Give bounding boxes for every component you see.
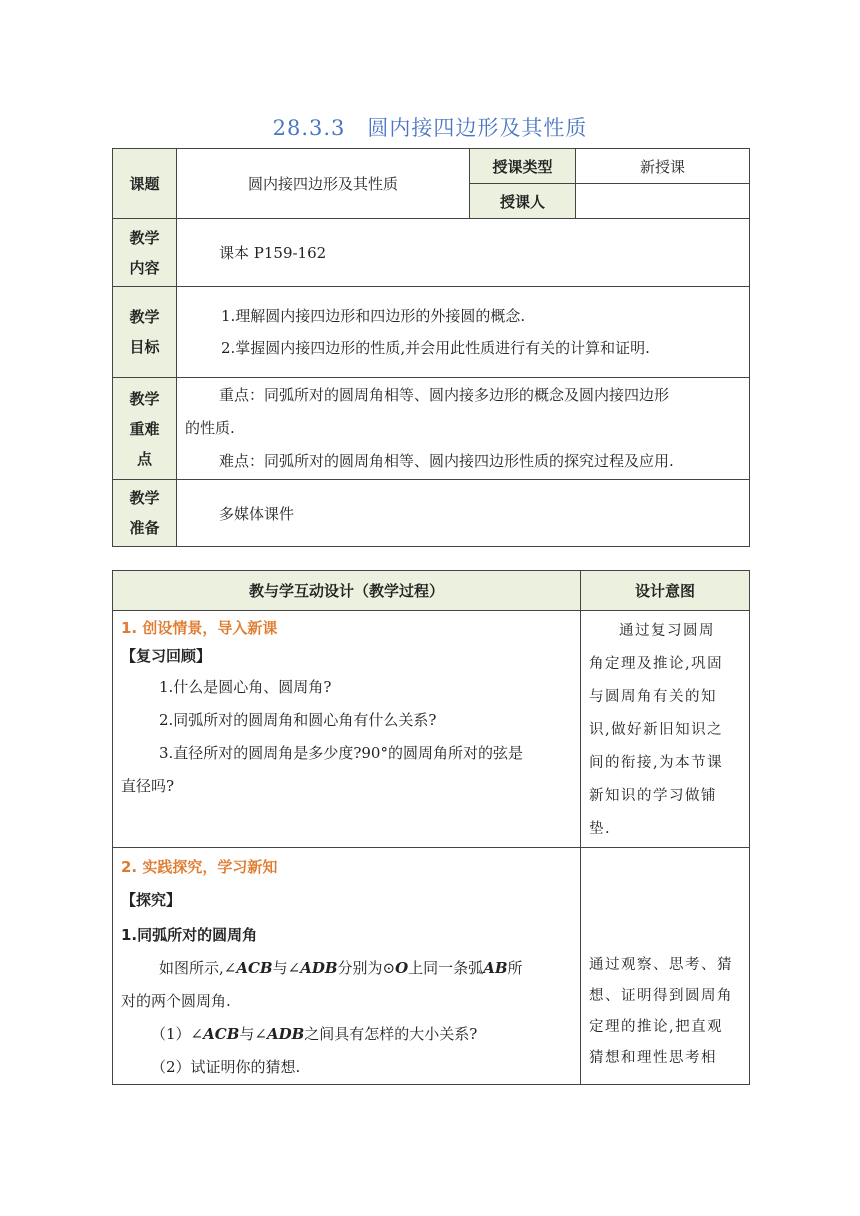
section-2-purpose: 通过观察、思考、猜 想、证明得到圆周角 定理的推论,把直观 猜想和理性思考相 bbox=[581, 848, 750, 1085]
review-question: 1.什么是圆心角、圆周角? bbox=[159, 678, 332, 696]
explore-question: （2）试证明你的猜想. bbox=[151, 1058, 301, 1076]
content-label: 教学 内容 bbox=[113, 219, 177, 287]
section-1-content bbox=[113, 611, 581, 848]
process-column-header: 教与学互动设计（教学过程） bbox=[113, 571, 581, 611]
review-question: 3.直径所对的圆周角是多少度?90°的圆周角所对的弦是 bbox=[159, 744, 523, 762]
page-title: 28.3.3 圆内接四边形及其性质 bbox=[272, 116, 588, 140]
review-question: 2.同弧所对的圆周角和圆心角有什么关系? bbox=[159, 711, 437, 729]
explore-question: （1）∠ACB与∠ADB之间具有怎样的大小关系? bbox=[151, 1025, 478, 1043]
topic-label: 课题 bbox=[113, 149, 177, 219]
goals-label: 教学 目标 bbox=[113, 287, 177, 378]
prep-label: 教学 准备 bbox=[113, 480, 177, 547]
section-1-purpose: 通过复习圆周 角定理及推论,巩固 与圆周角有关的知 识,做好新旧知识之 间的衔接,为本节课 新知识的学习做铺 垫. bbox=[581, 611, 750, 848]
teacher-value bbox=[576, 184, 750, 219]
section-1-heading: 1. 创设情景，导入新课 bbox=[121, 619, 278, 637]
key-difficult-points bbox=[177, 378, 750, 480]
explore-paragraph: 如图所示,∠ACB与∠ADB分别为⊙O上同一条弧AB所 bbox=[159, 959, 523, 977]
explore-heading: 【探究】 bbox=[121, 891, 182, 909]
difficulty-label: 教学 重难 点 bbox=[113, 378, 177, 480]
goal-item: 1.理解圆内接四边形和四边形的外接圆的概念. bbox=[221, 307, 526, 325]
purpose-column-header: 设计意图 bbox=[581, 571, 750, 611]
section-2-content bbox=[113, 848, 581, 1085]
content-value: 课本 P159-162 bbox=[177, 219, 750, 287]
section-2-heading: 2. 实践探究，学习新知 bbox=[121, 858, 278, 876]
difficult-point: 难点：同弧所对的圆周角相等、圆内接四边形性质的探究过程及应用. bbox=[219, 452, 674, 470]
type-label: 授课类型 bbox=[470, 149, 576, 184]
teacher-label: 授课人 bbox=[470, 184, 576, 219]
explore-paragraph-cont: 对的两个圆周角. bbox=[121, 992, 231, 1010]
prep-value: 多媒体课件 bbox=[177, 480, 750, 547]
review-heading: 【复习回顾】 bbox=[121, 647, 212, 665]
goal-item: 2.掌握圆内接四边形的性质,并会用此性质进行有关的计算和证明. bbox=[221, 339, 650, 357]
review-question-cont: 直径吗? bbox=[121, 777, 175, 795]
key-point-cont: 的性质. bbox=[185, 419, 235, 437]
topic-value: 圆内接四边形及其性质 bbox=[177, 149, 470, 219]
explore-subheading: 1.同弧所对的圆周角 bbox=[121, 926, 258, 944]
teaching-process-table bbox=[112, 570, 750, 1085]
goals-list bbox=[177, 287, 750, 378]
lesson-info-table bbox=[112, 148, 750, 547]
type-value: 新授课 bbox=[576, 149, 750, 184]
key-point: 重点：同弧所对的圆周角相等、圆内接多边形的概念及圆内接四边形 bbox=[219, 386, 670, 404]
